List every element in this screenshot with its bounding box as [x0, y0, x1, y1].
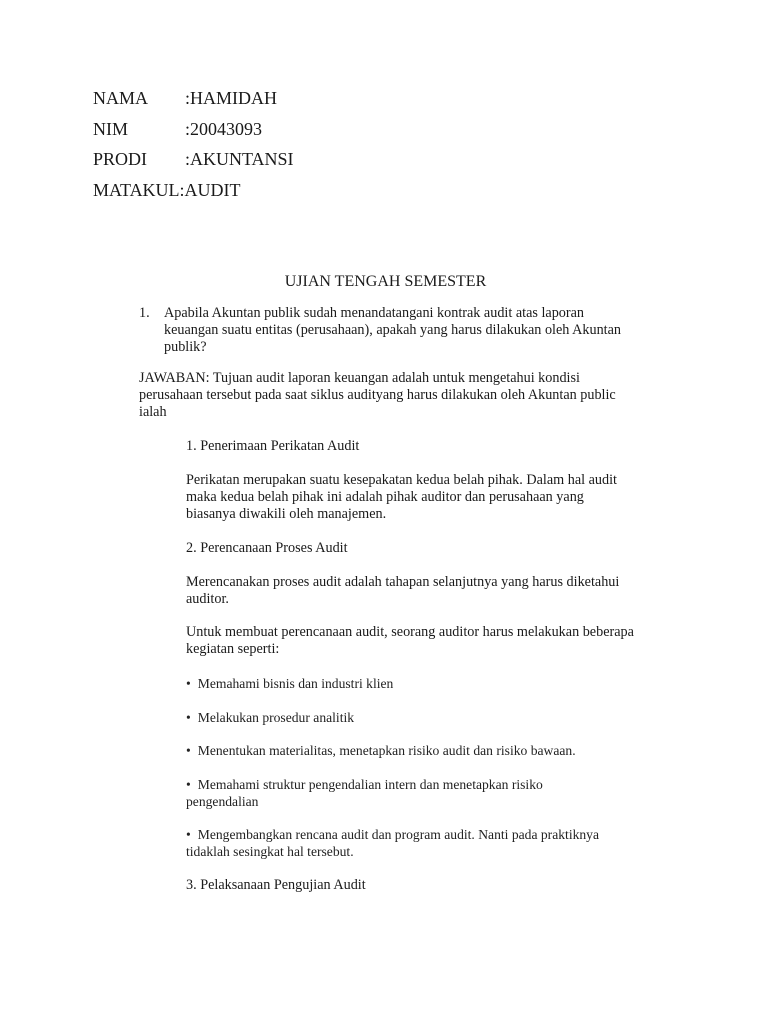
section-2-paragraph-2: [186, 624, 686, 658]
bullet-icon: •: [186, 710, 191, 725]
paragraph-line: kegiatan seperti:: [186, 641, 280, 657]
prodi-label: PRODI: [93, 149, 148, 169]
bullet-icon: •: [186, 777, 191, 792]
section-1-heading: 1. Penerimaan Perikatan Audit: [186, 438, 360, 454]
bullet-item: • Memahami struktur pengendalian intern dan menetapkan risiko pengendalian: [186, 777, 543, 809]
answer-line: ialah: [139, 404, 167, 420]
question-line: Apabila Akuntan publik sudah menandatangani kontrak audit atas laporan: [164, 305, 584, 321]
answer-line: perusahaan tersebut pada saat siklus audityang harus dilakukan oleh Akuntan public: [139, 387, 616, 403]
nim-label: NIM: [93, 119, 128, 139]
section-2-paragraph-1: [186, 574, 686, 608]
question-number: 1.: [139, 305, 150, 321]
paragraph-line: maka kedua belah pihak ini adalah pihak auditor dan perusahaan yang: [186, 489, 584, 505]
question-line: keuangan suatu entitas (perusahaan), apakah yang harus dilakukan oleh Akuntan: [164, 322, 621, 338]
section-1-paragraph: [186, 472, 686, 523]
page-title: UJIAN TENGAH SEMESTER: [284, 273, 487, 290]
paragraph-line: Perikatan merupakan suatu kesepakatan kedua belah pihak. Dalam hal audit: [186, 472, 617, 488]
bullet-item: • Melakukan prosedur analitik: [186, 710, 355, 725]
section-2-heading: 2. Perencanaan Proses Audit: [186, 540, 348, 556]
bullet-item: • Mengembangkan rencana audit dan program audit. Nanti pada praktiknya tidaklah sesingkat hal tersebut.: [186, 827, 600, 859]
section-3-heading: 3. Pelaksanaan Pengujian Audit: [186, 877, 366, 893]
nim-value: :20043093: [185, 119, 263, 139]
nim-row: [93, 118, 262, 140]
answer-paragraph: [139, 370, 699, 421]
bullet-icon: •: [186, 827, 191, 842]
nama-value: :HAMIDAH: [185, 88, 277, 108]
matakul-row: MATAKUL:AUDIT: [93, 180, 241, 200]
prodi-row: [93, 148, 294, 170]
question-line: publik?: [164, 339, 207, 355]
paragraph-line: Merencanakan proses audit adalah tahapan selanjutnya yang harus diketahui: [186, 574, 620, 590]
bullet-icon: •: [186, 676, 191, 691]
bullet-icon: •: [186, 743, 191, 758]
answer-line: JAWABAN: Tujuan audit laporan keuangan adalah untuk mengetahui kondisi: [139, 370, 580, 386]
bullet-item: • Menentukan materialitas, menetapkan risiko audit dan risiko bawaan.: [186, 743, 576, 758]
bullet-item: • Memahami bisnis dan industri klien: [186, 676, 394, 691]
question-text: [164, 305, 684, 356]
paragraph-line: biasanya diwakili oleh manajemen.: [186, 506, 387, 522]
nama-row: [93, 87, 277, 109]
paragraph-line: auditor.: [186, 591, 229, 607]
nama-label: NAMA: [93, 88, 149, 108]
paragraph-line: Untuk membuat perencanaan audit, seorang auditor harus melakukan beberapa: [186, 624, 634, 640]
prodi-value: :AKUNTANSI: [185, 149, 294, 169]
